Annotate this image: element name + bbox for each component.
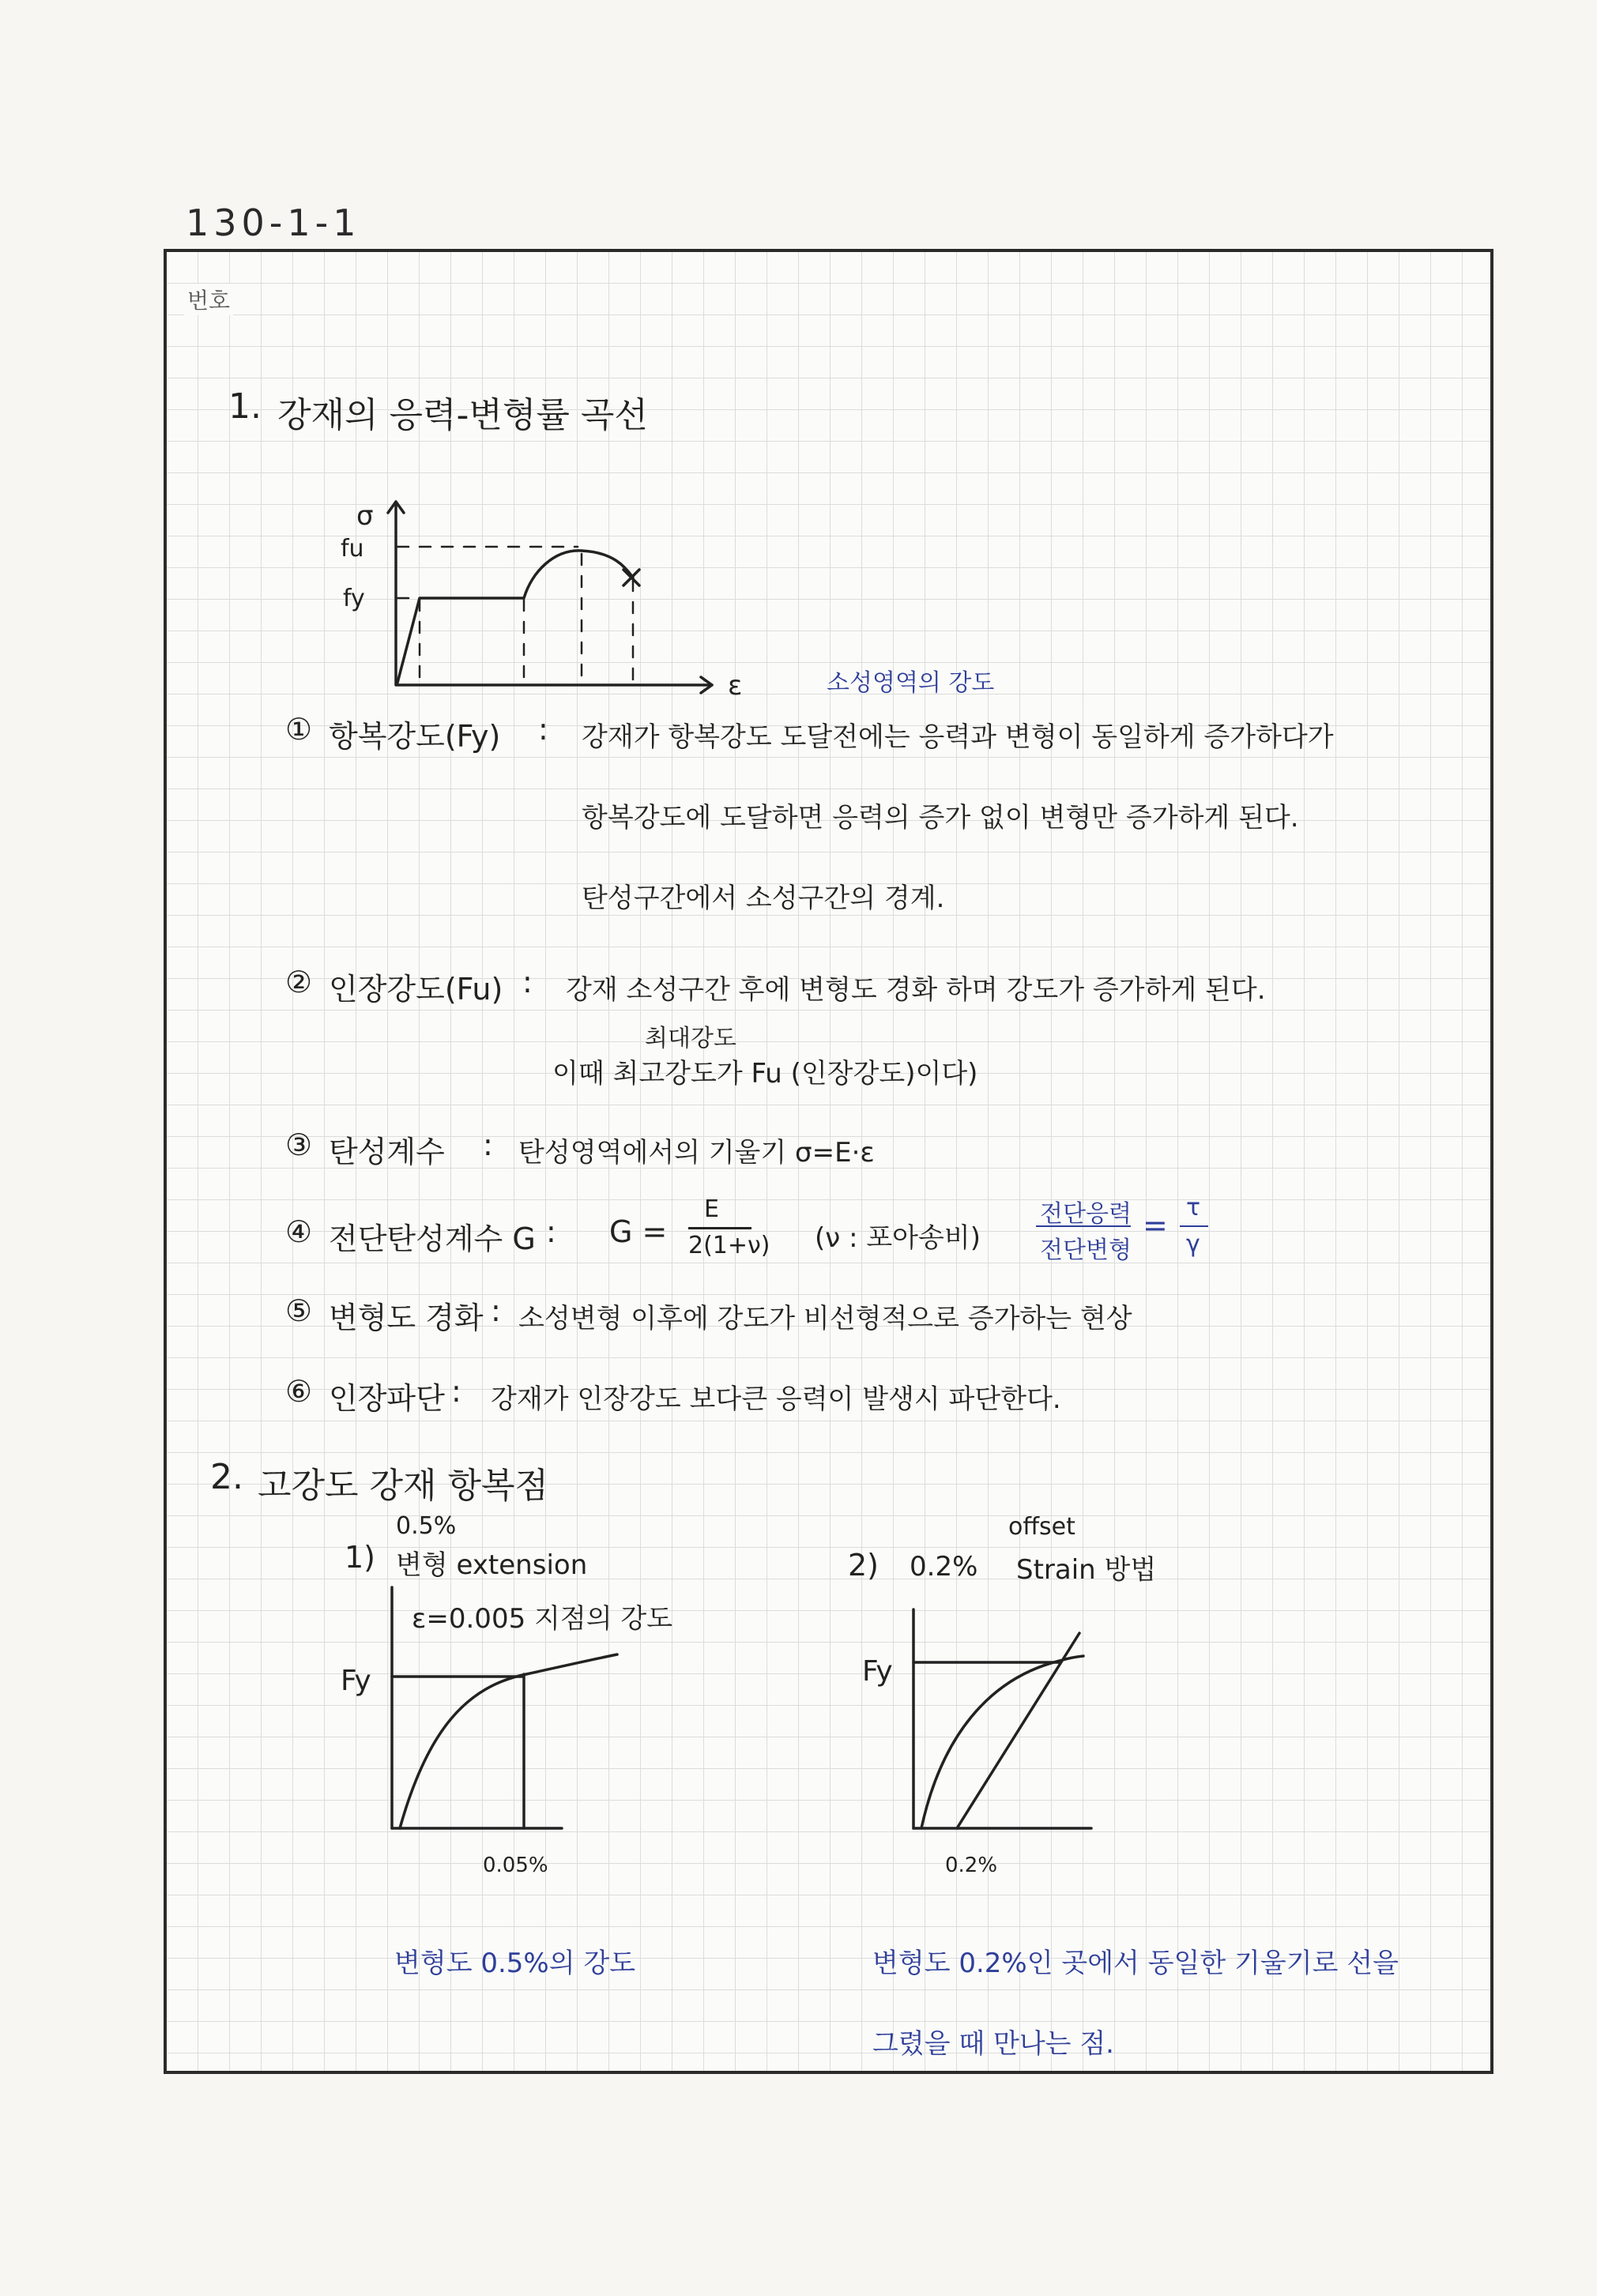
- item3-sep: :: [483, 1127, 493, 1162]
- item5-desc: 소성변형 이후에 강도가 비선형적으로 증가하는 현상: [518, 1303, 1132, 1334]
- method2-caption1: 변형도 0.2%인 곳에서 동일한 기울기로 선을: [872, 1948, 1399, 1979]
- item1-cont1: 항복강도에 도달하면 응력의 증가 없이 변형만 증가하게 된다.: [582, 802, 1299, 834]
- item2-sep: :: [522, 965, 533, 999]
- fu-label: fu: [341, 535, 364, 563]
- m1-y-label: Fy: [341, 1665, 371, 1697]
- item2-cont: 이때 최고강도가 Fu (인장강도)이다): [552, 1058, 978, 1090]
- item5-no: ⑤: [285, 1293, 313, 1328]
- item2-term: 인장강도(Fu): [329, 972, 503, 1007]
- section1-title: 강재의 응력-변형률 곡선: [277, 395, 648, 435]
- item3-desc: 탄성영역에서의 기울기 σ=E·ε: [518, 1137, 875, 1169]
- item2-desc: 강재 소성구간 후에 변형도 경화 하며 강도가 증가하게 된다.: [566, 974, 1266, 1006]
- method2-offset: offset: [1008, 1513, 1075, 1541]
- item3-no: ③: [285, 1127, 313, 1162]
- page-id: 130-1-1: [186, 201, 361, 244]
- method2-pct: 0.2%: [910, 1551, 978, 1583]
- method1-label: 1): [345, 1540, 376, 1575]
- item5-term: 변형도 경화: [329, 1300, 484, 1335]
- note-sheet: [164, 249, 1493, 2074]
- item4-frac-bottom: 2(1+ν): [688, 1232, 770, 1259]
- item5-sep: :: [491, 1293, 501, 1328]
- method2-label: 2): [848, 1548, 879, 1583]
- header-label: 번호: [184, 284, 233, 315]
- item4-sep: :: [546, 1214, 556, 1249]
- item6-term: 인장파단: [329, 1381, 445, 1416]
- item1-term: 항복강도(Fy): [329, 719, 501, 754]
- item3-term: 탄성계수: [329, 1135, 445, 1169]
- m2-curve: [921, 1656, 1083, 1828]
- m2-x-label: 0.2%: [945, 1854, 998, 1877]
- m1-curve: [400, 1654, 617, 1828]
- item1-no: ①: [285, 712, 313, 747]
- method1-caption: 변형도 0.5%의 강도: [394, 1948, 636, 1979]
- item4-note-bottom: 전단변형: [1040, 1236, 1132, 1264]
- section2-title: 고강도 강재 항복점: [258, 1466, 549, 1506]
- method1-pct: 0.5%: [396, 1512, 457, 1540]
- item4-note-eq: =: [1143, 1208, 1168, 1243]
- method1-word: 변형 extension: [396, 1549, 588, 1581]
- item1-sep: :: [538, 712, 548, 747]
- y-axis-label: σ: [356, 500, 374, 532]
- yield-method-graphs: [167, 252, 1497, 2077]
- m2-y-label: Fy: [862, 1655, 893, 1688]
- item6-no: ⑥: [285, 1374, 313, 1409]
- item4-term: 전단탄성계수 G: [329, 1221, 536, 1256]
- item4-no: ④: [285, 1214, 313, 1249]
- item4-note-bottom2: γ: [1186, 1230, 1200, 1258]
- item4-note-top: 전단응력: [1040, 1200, 1132, 1228]
- item4-formula-left: G =: [609, 1214, 668, 1249]
- x-axis-label: ε: [728, 670, 743, 702]
- section1-number: 1.: [228, 386, 262, 427]
- item4-paren: (ν : 포아송비): [815, 1222, 981, 1254]
- method2-caption2: 그렸을 때 만나는 점.: [872, 2028, 1114, 2060]
- item2-no: ②: [285, 965, 313, 999]
- note-plastic: 소성영역의 강도: [827, 669, 995, 697]
- method1-sub: ε=0.005 지점의 강도: [412, 1603, 673, 1635]
- item4-frac-top: E: [704, 1195, 719, 1223]
- item2-small-note: 최대강도: [645, 1025, 736, 1052]
- item6-desc: 강재가 인장강도 보다큰 응력이 발생시 파단한다.: [491, 1383, 1061, 1415]
- item4-note-top2: τ: [1186, 1194, 1201, 1221]
- item1-desc: 강재가 항복강도 도달전에는 응력과 변형이 동일하게 증가하다가: [582, 721, 1334, 753]
- section2-number: 2.: [210, 1457, 243, 1497]
- method2-word: Strain 방법: [1016, 1554, 1157, 1586]
- item6-sep: :: [451, 1374, 461, 1409]
- m1-x-label: 0.05%: [483, 1854, 548, 1877]
- fy-label: fy: [343, 585, 365, 612]
- item1-cont2: 탄성구간에서 소성구간의 경계.: [582, 883, 945, 914]
